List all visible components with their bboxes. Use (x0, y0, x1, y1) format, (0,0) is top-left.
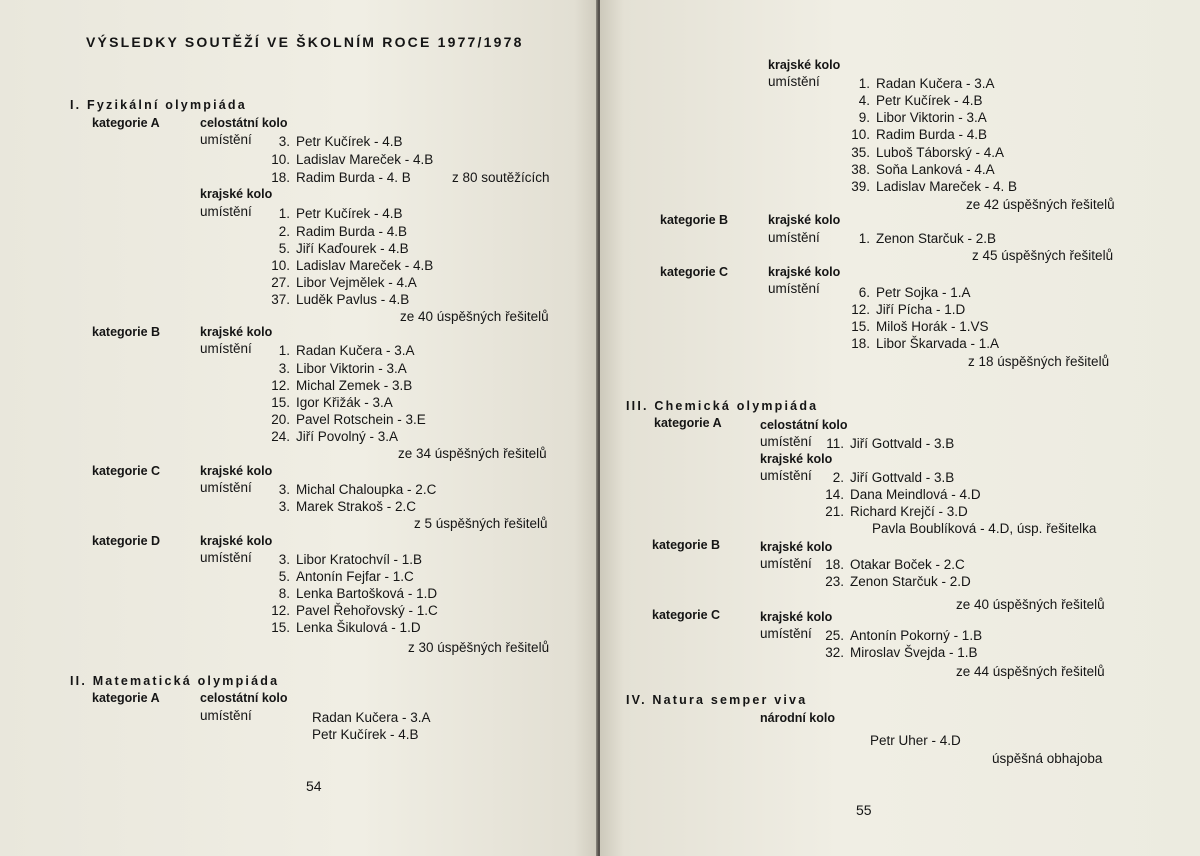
placing-label: umístění (760, 556, 812, 571)
result-note: úspěšná obhajoba (992, 751, 1103, 766)
placing-label: umístění (768, 74, 820, 89)
list-item: 25. Antonín Pokorný - 1.B (825, 628, 983, 643)
placing-label: umístění (768, 230, 820, 245)
list-item: 1. Radan Kučera - 3.A (858, 76, 995, 91)
list-item: 32. Miroslav Švejda - 1.B (825, 645, 978, 660)
list-item: 14. Dana Meindlová - 4.D (825, 487, 981, 502)
list-item: 35. Luboš Táborský - 4.A (851, 145, 1005, 160)
placing-label: umístění (760, 434, 812, 449)
round-label: krajské kolo (200, 464, 273, 478)
round-label: krajské kolo (768, 213, 841, 227)
round-label: krajské kolo (760, 540, 833, 554)
list-item: 18. Libor Škarvada - 1.A (851, 336, 1000, 351)
placing-label: umístění (200, 480, 252, 495)
placing-label: umístění (200, 550, 252, 565)
result-note: z 45 úspěšných řešitelů (972, 248, 1114, 263)
round-label: krajské kolo (768, 265, 841, 279)
list-item: 5. Jiří Kaďourek - 4.B (278, 241, 409, 256)
result-note: ze 40 úspěšných řešitelů (956, 597, 1105, 612)
list-item: 3. Libor Kratochvíl - 1.B (278, 552, 423, 567)
result-note: ze 40 úspěšných řešitelů (400, 309, 549, 324)
right-page (600, 0, 1200, 856)
list-item: 3. Michal Chaloupka - 2.C (278, 482, 437, 497)
list-item: 39. Ladislav Mareček - 4. B (851, 179, 1018, 194)
result-note: ze 34 úspěšných řešitelů (398, 446, 547, 461)
result-name: Pavla Boublíková - 4.D, úsp. řešitelka (872, 521, 1097, 536)
category-label: kategorie C (92, 464, 161, 478)
round-label: národní kolo (760, 711, 835, 725)
placing-label: umístění (200, 132, 252, 147)
list-item: 2. Jiří Gottvald - 3.B (832, 470, 955, 485)
section-heading-natura: IV. Natura semper viva (626, 693, 808, 707)
list-item: 3. Marek Strakoš - 2.C (278, 499, 417, 514)
placing-label: umístění (200, 341, 252, 356)
category-label: kategorie C (660, 265, 729, 279)
list-item: 15. Igor Křižák - 3.A (271, 395, 393, 410)
list-item: 1. Radan Kučera - 3.A (278, 343, 415, 358)
page-number: 54 (306, 778, 322, 794)
list-item: 10. Ladislav Mareček - 4.B (271, 152, 434, 167)
category-label: kategorie C (652, 608, 721, 622)
placing-label: umístění (760, 626, 812, 641)
round-label: krajské kolo (768, 58, 841, 72)
list-item: 37. Luděk Pavlus - 4.B (271, 292, 410, 307)
list-item: 2. Radim Burda - 4.B (278, 224, 408, 239)
list-item: 18. Radim Burda - 4. B (271, 170, 411, 185)
list-item: 18. Otakar Boček - 2.C (825, 557, 965, 572)
category-label: kategorie B (652, 538, 721, 552)
round-label: krajské kolo (200, 325, 273, 339)
list-item: 20. Pavel Rotschein - 3.E (271, 412, 426, 427)
list-item: 3. Libor Viktorin - 3.A (278, 361, 407, 376)
list-item: 27. Libor Vejmělek - 4.A (271, 275, 417, 290)
placing-label: umístění (200, 708, 252, 723)
placing-label: umístění (768, 281, 820, 296)
placing-label: umístění (200, 204, 252, 219)
category-label: kategorie B (92, 325, 161, 339)
list-item: 4. Petr Kučírek - 4.B (858, 93, 983, 108)
left-page (0, 0, 598, 856)
result-note: ze 42 úspěšných řešitelů (966, 197, 1115, 212)
list-item: 21. Richard Krejčí - 3.D (825, 504, 968, 519)
list-item: 5. Antonín Fejfar - 1.C (278, 569, 414, 584)
page-title: VÝSLEDKY SOUTĚŽÍ VE ŠKOLNÍM ROCE 1977/1978 (86, 34, 524, 50)
list-item: 15. Miloš Horák - 1.VS (851, 319, 989, 334)
list-item: 1. Petr Kučírek - 4.B (278, 206, 403, 221)
list-item: 6. Petr Sojka - 1.A (858, 285, 971, 300)
section-heading-math: II. Matematická olympiáda (70, 674, 280, 688)
section-heading-chemistry: III. Chemická olympiáda (626, 399, 819, 413)
result-note: z 18 úspěšných řešitelů (968, 354, 1110, 369)
list-item: 15. Lenka Šikulová - 1.D (271, 620, 421, 635)
list-item: 10. Ladislav Mareček - 4.B (271, 258, 434, 273)
result-note: z 5 úspěšných řešitelů (414, 516, 548, 531)
page-number: 55 (856, 802, 872, 818)
result-note: z 80 soutěžících (452, 170, 550, 185)
round-label: celostátní kolo (200, 116, 288, 130)
list-item: 23. Zenon Starčuk - 2.D (825, 574, 971, 589)
result-name: Radan Kučera - 3.A (312, 710, 431, 725)
result-note: ze 44 úspěšných řešitelů (956, 664, 1105, 679)
category-label: kategorie D (92, 534, 161, 548)
category-label: kategorie A (654, 416, 722, 430)
list-item: 12. Michal Zemek - 3.B (271, 378, 413, 393)
list-item: 38. Soňa Lanková - 4.A (851, 162, 995, 177)
category-label: kategorie A (92, 116, 160, 130)
list-item: 8. Lenka Bartošková - 1.D (278, 586, 438, 601)
list-item: 3. Petr Kučírek - 4.B (278, 134, 403, 149)
list-item: 11. Jiří Gottvald - 3.B (826, 436, 955, 451)
result-name: Petr Uher - 4.D (870, 733, 961, 748)
list-item: 1. Zenon Starčuk - 2.B (858, 231, 997, 246)
category-label: kategorie B (660, 213, 729, 227)
list-item: 24. Jiří Povolný - 3.A (271, 429, 399, 444)
list-item: 12. Pavel Řehořovský - 1.C (271, 603, 438, 618)
round-label: celostátní kolo (200, 691, 288, 705)
list-item: 9. Libor Viktorin - 3.A (858, 110, 987, 125)
round-label: krajské kolo (200, 534, 273, 548)
placing-label: umístění (760, 468, 812, 483)
round-label: krajské kolo (200, 187, 273, 201)
round-label: krajské kolo (760, 452, 833, 466)
result-name: Petr Kučírek - 4.B (312, 727, 419, 742)
category-label: kategorie A (92, 691, 160, 705)
list-item: 12. Jiří Pícha - 1.D (851, 302, 966, 317)
list-item: 10. Radim Burda - 4.B (851, 127, 988, 142)
round-label: krajské kolo (760, 610, 833, 624)
round-label: celostátní kolo (760, 418, 848, 432)
section-heading-physics: I. Fyzikální olympiáda (70, 98, 247, 112)
result-note: z 30 úspěšných řešitelů (408, 640, 550, 655)
